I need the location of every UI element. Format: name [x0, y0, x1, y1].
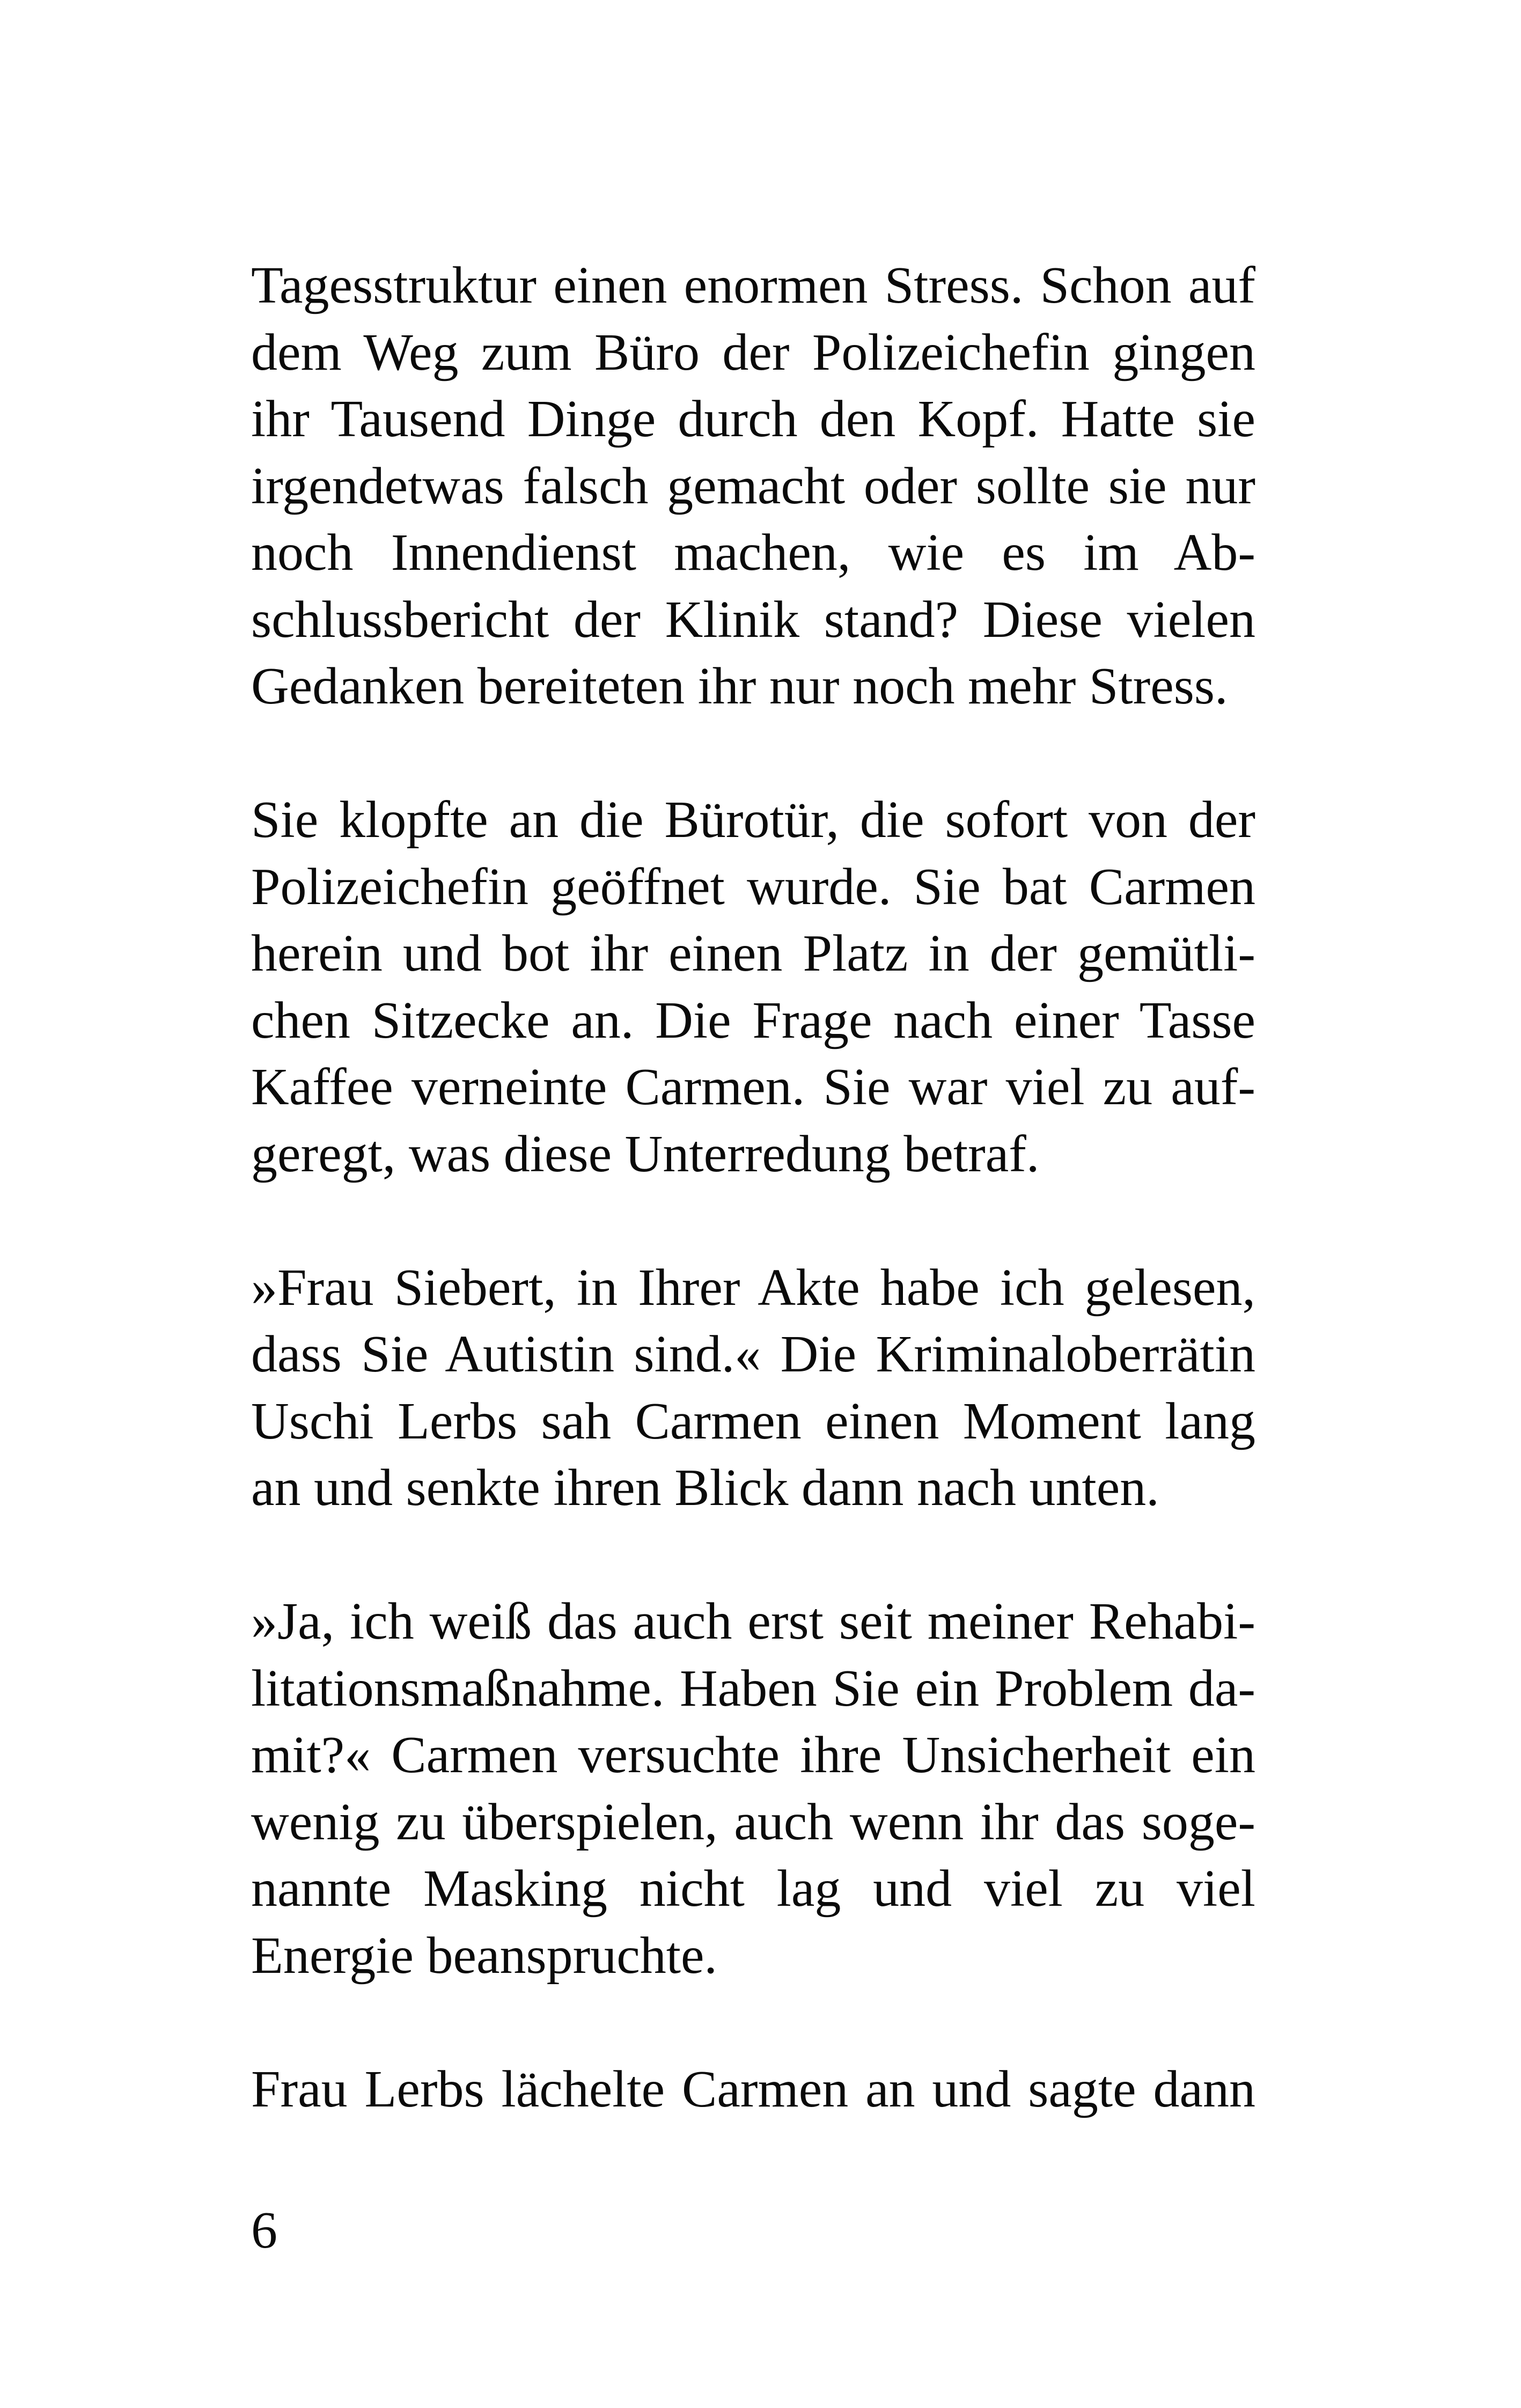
- paragraph: [251, 252, 1255, 720]
- text-line: geregt, was diese Unterredung betraf.: [251, 1125, 1040, 1183]
- paragraph-gap: [251, 1522, 1255, 1589]
- body-text: [251, 252, 1255, 2123]
- paragraph: [251, 787, 1255, 1187]
- text-line: Polizeichefin geöffnet wurde. Sie bat Carmen: [251, 857, 1255, 916]
- text-line: nannte Masking nicht lag und viel zu viel: [251, 1860, 1255, 1918]
- text-line: mit?« Carmen versuchte ihre Unsicherheit ein: [251, 1726, 1255, 1784]
- paragraph-gap: [251, 720, 1255, 787]
- paragraph: [251, 1588, 1255, 1989]
- text-line: litationsmaßnahme. Haben Sie ein Problem da-: [251, 1659, 1255, 1717]
- page-number: 6: [251, 2201, 277, 2259]
- text-line: dem Weg zum Büro der Polizeichefin gingen: [251, 323, 1255, 381]
- text-line: an und senkte ihren Blick dann nach unten.: [251, 1459, 1159, 1517]
- text-line: »Ja, ich weiß das auch erst seit meiner Rehabi-: [251, 1592, 1255, 1650]
- text-line: Gedanken bereiteten ihr nur noch mehr Stress.: [251, 657, 1228, 715]
- text-line: »Frau Siebert, in Ihrer Akte habe ich gelesen,: [251, 1258, 1255, 1317]
- paragraph: [251, 2056, 1255, 2123]
- paragraph: [251, 1254, 1255, 1522]
- text-line: ihr Tausend Dinge durch den Kopf. Hatte sie: [251, 390, 1255, 448]
- text-line: chen Sitzecke an. Die Frage nach einer Tasse: [251, 991, 1255, 1049]
- text-line: dass Sie Autistin sind.« Die Kriminaloberrätin: [251, 1325, 1255, 1383]
- text-line: irgendetwas falsch gemacht oder sollte sie nur: [251, 457, 1255, 515]
- text-line: schlussbericht der Klinik stand? Diese vielen: [251, 590, 1255, 649]
- text-line: Kaffee verneinte Carmen. Sie war viel zu auf-: [251, 1058, 1255, 1116]
- text-line: Sie klopfte an die Bürotür, die sofort von der: [251, 791, 1255, 849]
- text-line: wenig zu überspielen, auch wenn ihr das soge-: [251, 1793, 1255, 1851]
- paragraph-gap: [251, 1989, 1255, 2056]
- text-line: Energie beanspruchte.: [251, 1926, 717, 1985]
- text-line: Tagesstruktur einen enormen Stress. Schon auf: [251, 256, 1255, 314]
- text-line: noch Innendienst machen, wie es im Ab-: [251, 524, 1255, 582]
- text-line: Uschi Lerbs sah Carmen einen Moment lang: [251, 1392, 1255, 1450]
- text-line: Frau Lerbs lächelte Carmen an und sagte dann: [251, 2060, 1255, 2118]
- text-line: herein und bot ihr einen Platz in der gemütli-: [251, 924, 1255, 982]
- paragraph-gap: [251, 1187, 1255, 1254]
